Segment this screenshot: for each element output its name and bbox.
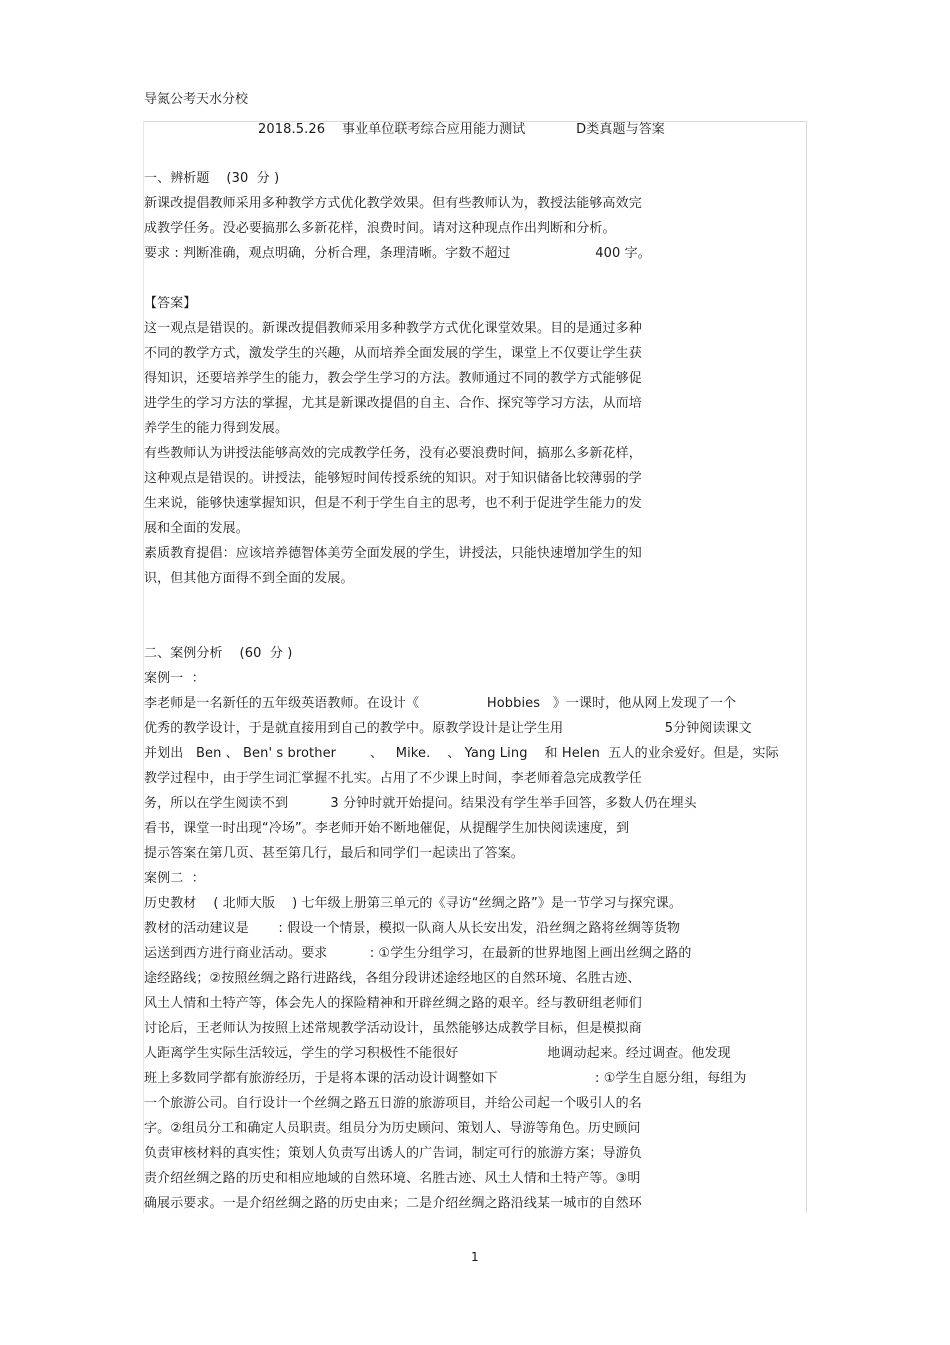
doc-line: 展和全面的发展。	[144, 521, 249, 536]
doc-line: 讨论后，王老师认为按照上述常规教学活动设计，虽然能够达成教学目标，但是模拟商	[144, 1021, 642, 1036]
doc-line: 素质教育提倡：应该培养德智体美劳全面发展的学生，讲授法，只能快速增加学生的知	[144, 546, 642, 561]
doc-line: 看书，课堂一时出现“冷场”。李老师开始不断地催促，从提醒学生加快阅读速度，到	[144, 821, 630, 836]
doc-line: 【答案】	[144, 296, 197, 311]
doc-line: 养学生的能力得到发展。	[144, 421, 289, 436]
doc-line: 要求 : 判断准确，观点明确，分析合理，条理清晰。字数不超过 400 字。	[144, 246, 651, 261]
doc-line: 这种观点是错误的。讲授法，能够短时间传授系统的知识。对于知识储备比较薄弱的学	[144, 471, 642, 486]
doc-line: 识，但其他方面得不到全面的发展。	[144, 571, 354, 586]
doc-line: 负责审核材料的真实性；策划人负责写出诱人的广告词，制定可行的旅游方案；导游负	[144, 1146, 642, 1161]
doc-line: 进学生的学习方法的掌握，尤其是新课改提倡的自主、合作、探究等学习方法，从而培	[144, 396, 642, 411]
doc-line: 字。②组员分工和确定人员职责。组员分为历史顾问、策划人、导游等角色。历史顾问	[144, 1121, 641, 1136]
doc-line: 一个旅游公司。自行设计一个丝绸之路五日游的旅游项目，并给公司起一个吸引人的名	[144, 1096, 642, 1111]
doc-line: 生来说，能够快速掌握知识，但是不利于学生自主的思考，也不利于促进学生能力的发	[144, 496, 642, 511]
doc-line: 责介绍丝绸之路的历史和相应地域的自然环境、名胜古迹、风土人情和土特产等。③明	[144, 1171, 641, 1186]
doc-line: 有些教师认为讲授法能够高效的完成教学任务，没有必要浪费时间，搞那么多新花样，	[144, 446, 642, 461]
doc-line: 确展示要求。一是介绍丝绸之路的历史由来；二是介绍丝绸之路沿线某一城市的自然环	[144, 1196, 642, 1211]
doc-line: 成教学任务。没必要搞那么多新花样，浪费时间。请对这种现点作出判断和分析。	[144, 221, 616, 236]
doc-line: 提示答案在第几页、甚至第几行，最后和同学们一起读出了答案。	[144, 846, 524, 861]
doc-line: 案例二 ：	[144, 871, 205, 886]
school-header: 导氮公考天水分校	[144, 92, 249, 107]
doc-line: 教学过程中，由于学生词汇掌握不扎实。占用了不少课上时间，李老师着急完成教学任	[144, 771, 642, 786]
doc-line: 并划出 Ben 、 Ben' s brother 、 Mike. 、 Yang Ling 和 Helen 五人的业余爱好。但是，实际	[144, 746, 779, 761]
doc-line: 历史教材 ( 北师大版 ) 七年级上册第三单元的《寻访“丝绸之路”》是一节学习与探究课。	[144, 896, 682, 911]
doc-line: 李老师是一名新任的五年级英语教师。在设计《 Hobbies 》一课时，他从网上发现了一个	[144, 696, 737, 711]
doc-line: 二、案例分析 (60 分 )	[144, 646, 293, 661]
doc-line: 不同的教学方式，激发学生的兴趣，从而培养全面发展的学生，课堂上不仅要让学生获	[144, 346, 642, 361]
doc-line: 务，所以在学生阅读不到 3 分钟时就开始提问。结果没有学生举手回答，多数人仍在埋头	[144, 796, 697, 811]
doc-line: 人距离学生实际生活较远，学生的学习积极性不能很好 地调动起来。经过调查。他发现	[144, 1046, 731, 1061]
doc-line: 教材的活动建议是 : 假设一个情景，模拟一队商人从长安出发，沿丝绸之路将丝绸等货物	[144, 921, 681, 936]
doc-line: 班上多数同学都有旅游经历，于是将本课的活动设计调整如下 : ①学生自愿分组，每组为	[144, 1071, 747, 1086]
page-number: 1	[471, 1250, 479, 1264]
doc-line: 得知识，还要培养学生的能力，教会学生学习的方法。教师通过不同的教学方式能够促	[144, 371, 642, 386]
doc-line: 新课改提倡教师采用多种教学方式优化教学效果。但有些教师认为，教授法能够高效完	[144, 196, 642, 211]
doc-line: 一、辨析题 (30 分 )	[144, 171, 280, 186]
doc-line: 这一观点是错误的。新课改提倡教师采用多种教学方式优化课堂效果。目的是通过多种	[144, 321, 642, 336]
doc-line: 优秀的教学设计，于是就直接用到自己的教学中。原教学设计是让学生用 5分钟阅读课文	[144, 721, 752, 736]
doc-title: 2018.5.26 事业单位联考综合应用能力测试 D类真题与答案	[258, 122, 665, 137]
doc-line: 途经路线；②按照丝绸之路行进路线，各组分段讲述途经地区的自然环境、名胜古迹、	[144, 971, 641, 986]
doc-line: 案例一 ：	[144, 671, 205, 686]
doc-line: 风土人情和土特产等，体会先人的探险精神和开辟丝绸之路的艰辛。经与教研组老师们	[144, 996, 642, 1011]
doc-line: 运送到西方进行商业活动。要求 : ①学生分组学习，在最新的世界地图上画出丝绸之路的	[144, 946, 692, 961]
